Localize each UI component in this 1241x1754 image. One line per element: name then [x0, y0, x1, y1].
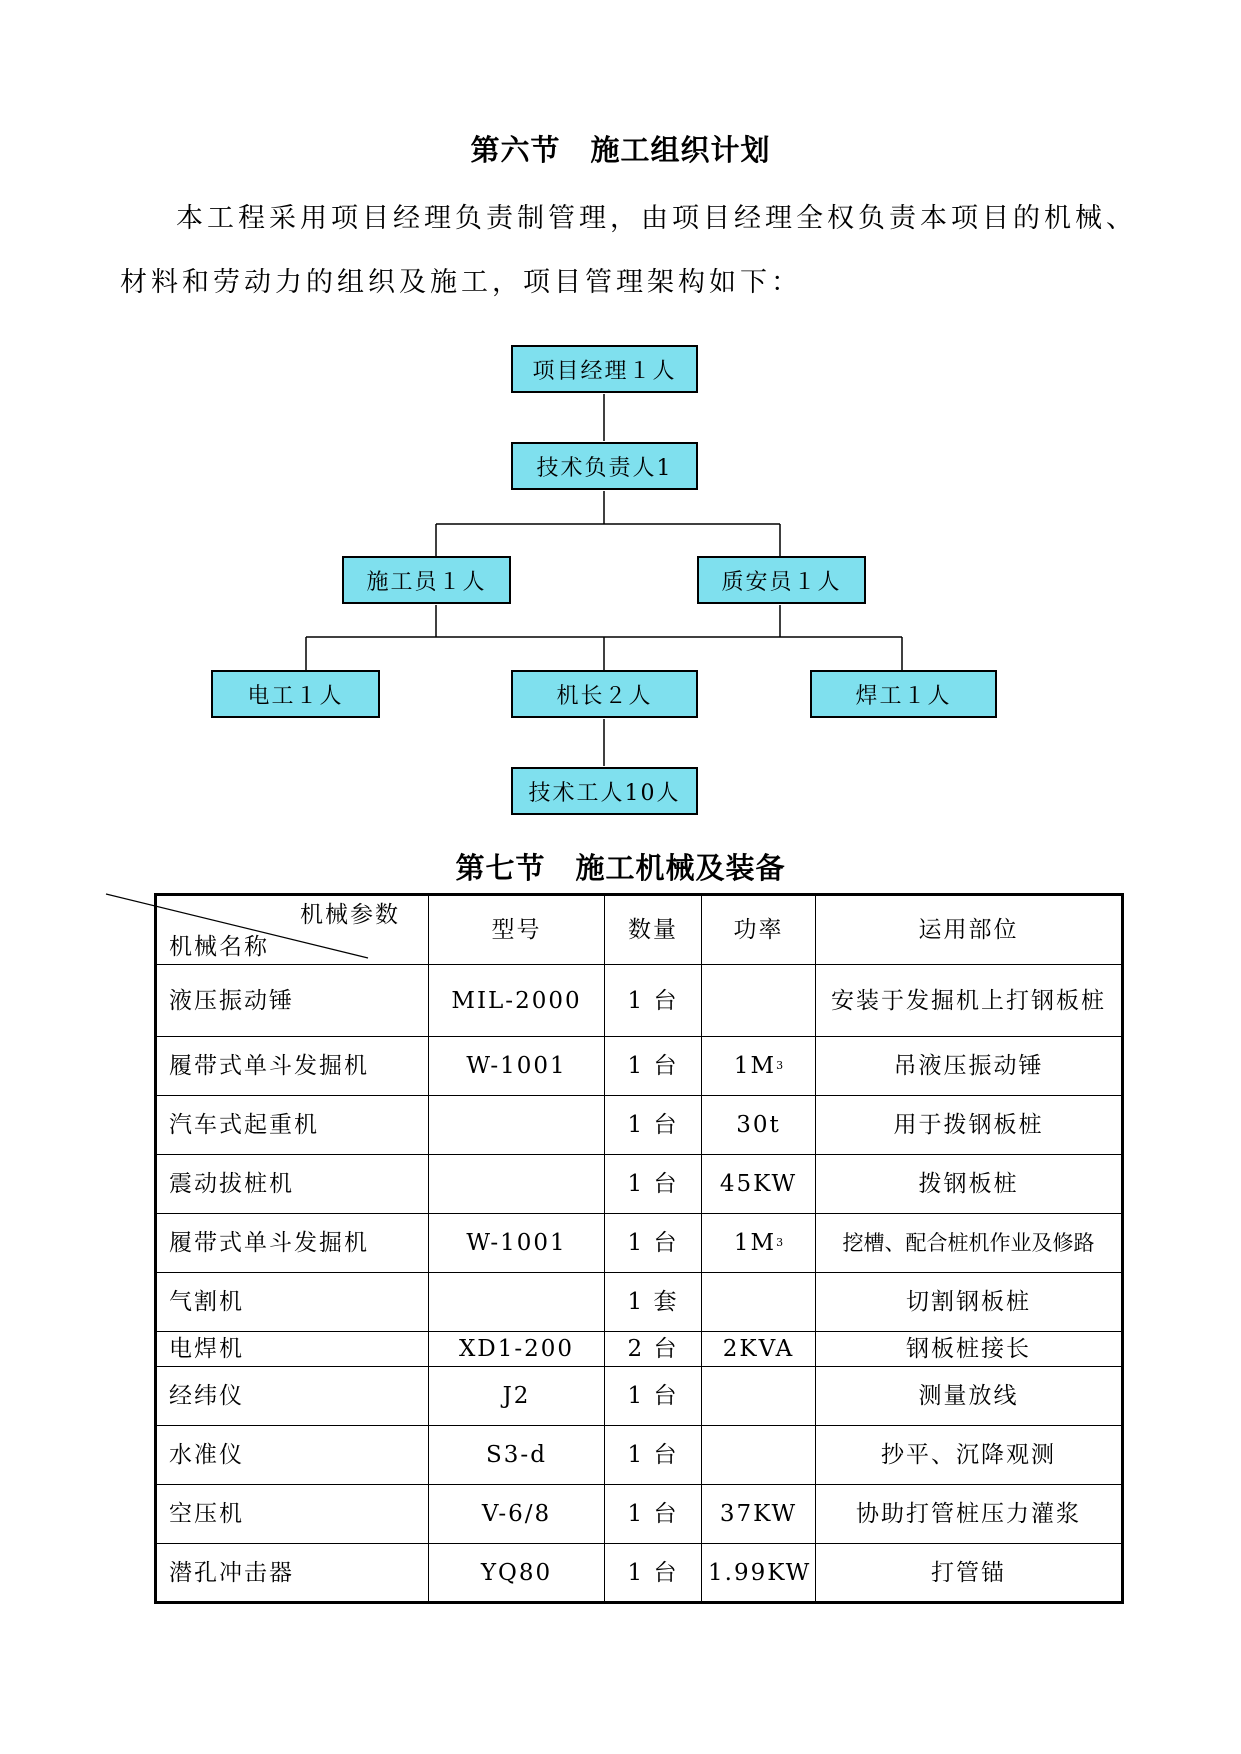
- cell-model: [429, 1273, 605, 1332]
- section6-paragraph-line1: 本工程采用项目经理负责制管理，由项目经理全权负责本项目的机械、: [176, 203, 1137, 234]
- cell-power: [702, 1273, 816, 1332]
- cell-power: [702, 1214, 816, 1273]
- org-box-construction-staff: 施工员１人: [342, 556, 511, 604]
- cell-name: 电焊机: [156, 1332, 429, 1367]
- cell-qty: 1 台: [605, 1096, 702, 1155]
- cell-power-value: 30t: [736, 1112, 781, 1138]
- org-box-welder: 焊工１人: [810, 670, 997, 718]
- cell-usage: 钢板桩接长: [816, 1332, 1123, 1367]
- cell-power: [702, 1544, 816, 1603]
- cell-usage: 切割钢板桩: [816, 1273, 1123, 1332]
- cell-usage: 吊液压振动锤: [816, 1037, 1123, 1096]
- cell-name: 气割机: [156, 1273, 429, 1332]
- cell-name: 履带式单斗发掘机: [156, 1214, 429, 1273]
- cell-usage: 用于拨钢板桩: [816, 1096, 1123, 1155]
- cell-usage: 拨钢板桩: [816, 1155, 1123, 1214]
- cell-usage: 挖槽、配合桩机作业及修路: [816, 1214, 1123, 1273]
- org-box-electrician: 电工１人: [211, 670, 380, 718]
- table-row: [156, 1332, 1123, 1367]
- table-row: [156, 1485, 1123, 1544]
- cell-model: S3-d: [429, 1426, 605, 1485]
- table-header-row: [156, 895, 1123, 965]
- cell-power-exponent: 3: [776, 1059, 784, 1072]
- cell-qty: 1 台: [605, 965, 702, 1037]
- cell-qty: 1 台: [605, 1485, 702, 1544]
- cell-power-value: 1M: [733, 1053, 777, 1079]
- cell-name: 潜孔冲击器: [156, 1544, 429, 1603]
- cell-model: [429, 1096, 605, 1155]
- cell-model: YQ80: [429, 1544, 605, 1603]
- cell-name: 液压振动锤: [156, 965, 429, 1037]
- cell-usage: 打管锚: [816, 1544, 1123, 1603]
- org-box-project-manager: 项目经理１人: [511, 345, 698, 393]
- cell-power: [702, 1332, 816, 1367]
- cell-power: [702, 1367, 816, 1426]
- org-box-machine-operators: 机长２人: [511, 670, 698, 718]
- cell-model: W-1001: [429, 1037, 605, 1096]
- cell-power: [702, 1485, 816, 1544]
- cell-model: XD1-200: [429, 1332, 605, 1367]
- cell-qty: 1 台: [605, 1037, 702, 1096]
- table-row: [156, 1155, 1123, 1214]
- header-machine-params: 机械参数: [300, 902, 400, 928]
- cell-power-exponent: 3: [776, 1236, 784, 1249]
- cell-name: 水准仪: [156, 1426, 429, 1485]
- cell-qty: 2 台: [605, 1332, 702, 1367]
- cell-model: [429, 1155, 605, 1214]
- cell-power-value: 45KW: [719, 1171, 798, 1197]
- cell-qty: 1 台: [605, 1367, 702, 1426]
- org-box-tech-lead: 技术负责人1: [511, 442, 698, 490]
- cell-name: 经纬仪: [156, 1367, 429, 1426]
- header-power: 功率: [702, 895, 816, 965]
- header-usage: 运用部位: [816, 895, 1123, 965]
- cell-power: [702, 965, 816, 1037]
- table-row: [156, 1544, 1123, 1603]
- table-row: [156, 965, 1123, 1037]
- header-diagonal-cell: [156, 895, 429, 965]
- cell-usage: 测量放线: [816, 1367, 1123, 1426]
- cell-qty: 1 台: [605, 1544, 702, 1603]
- section7-title-text: 施工机械及装备: [575, 851, 786, 885]
- org-box-technical-workers: 技术工人10人: [511, 767, 698, 815]
- cell-model: V-6/8: [429, 1485, 605, 1544]
- cell-usage: 协助打管桩压力灌浆: [816, 1485, 1123, 1544]
- header-quantity: 数量: [605, 895, 702, 965]
- cell-power: [702, 1037, 816, 1096]
- cell-model: J2: [429, 1367, 605, 1426]
- cell-name: 震动拔桩机: [156, 1155, 429, 1214]
- header-model: 型号: [429, 895, 605, 965]
- table-row: [156, 1037, 1123, 1096]
- cell-name: 汽车式起重机: [156, 1096, 429, 1155]
- cell-qty: 1 台: [605, 1426, 702, 1485]
- section6-paragraph-line2: 材料和劳动力的组织及施工，项目管理架构如下：: [120, 267, 802, 298]
- table-row: [156, 1273, 1123, 1332]
- cell-usage: 抄平、沉降观测: [816, 1426, 1123, 1485]
- section7-title-number: 第七节: [455, 851, 546, 885]
- section6-title-number: 第六节: [470, 133, 561, 167]
- org-box-quality-safety-staff: 质安员１人: [697, 556, 866, 604]
- header-machine-name: 机械名称: [169, 934, 269, 960]
- cell-qty: 1 套: [605, 1273, 702, 1332]
- section6-title-text: 施工组织计划: [590, 133, 771, 167]
- table-row: [156, 1426, 1123, 1485]
- table-row: [156, 1367, 1123, 1426]
- cell-model: W-1001: [429, 1214, 605, 1273]
- cell-usage: 安装于发掘机上打钢板桩: [816, 965, 1123, 1037]
- cell-power-value: 37KW: [719, 1501, 798, 1527]
- cell-power-value: 2KVA: [722, 1336, 795, 1362]
- cell-power: [702, 1096, 816, 1155]
- cell-power-value: 1M: [733, 1230, 777, 1256]
- table-row: [156, 1214, 1123, 1273]
- cell-name: 空压机: [156, 1485, 429, 1544]
- cell-qty: 1 台: [605, 1214, 702, 1273]
- cell-qty: 1 台: [605, 1155, 702, 1214]
- cell-power-value: 1.99KW: [708, 1559, 812, 1586]
- equipment-table: [154, 893, 1124, 1604]
- cell-power: [702, 1426, 816, 1485]
- cell-name: 履带式单斗发掘机: [156, 1037, 429, 1096]
- cell-model: MIL-2000: [429, 965, 605, 1037]
- table-row: [156, 1096, 1123, 1155]
- cell-power: [702, 1155, 816, 1214]
